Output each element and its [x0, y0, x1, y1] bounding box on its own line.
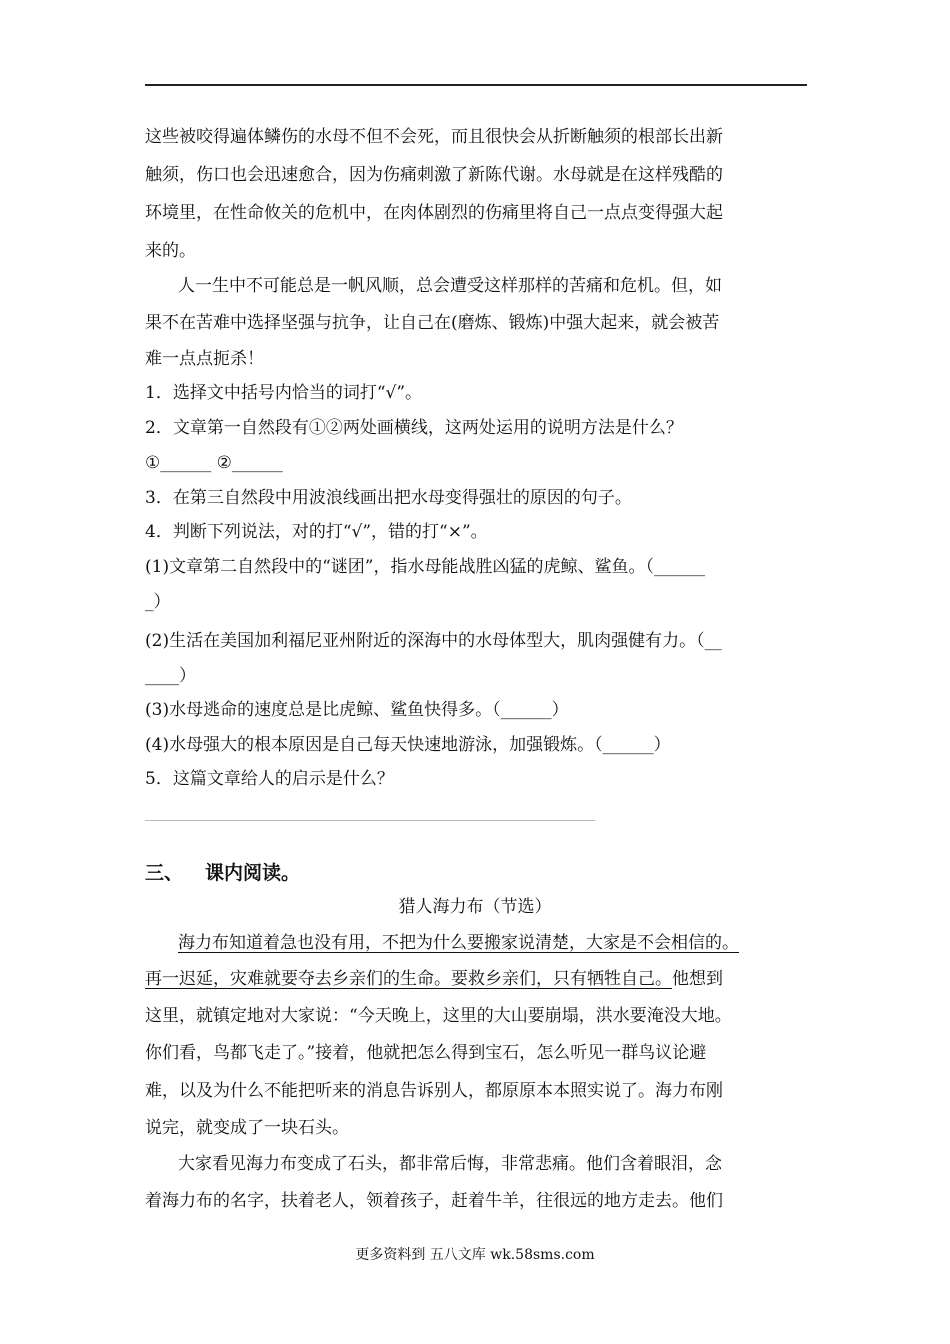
section-number: 三、: [145, 862, 184, 884]
text-line: 说完，就变成了一块石头。: [145, 1118, 349, 1138]
underlined-sentence: 再一迟延，灾难就要夺去乡亲们的生命。要救乡亲们，只有牺牲自己。: [145, 969, 672, 989]
passage-line: 难一点点扼杀！: [145, 349, 264, 369]
question-4-item-2-cont: ____）: [145, 666, 196, 686]
text-title: 猎人海力布（节选）: [398, 897, 552, 917]
text-line: 难，以及为什么不能把听来的消息告诉别人，都原原本本照实说了。海力布刚: [145, 1081, 723, 1101]
question-4-item-3: (3)水母逃命的速度总是比虎鲸、鲨鱼快得多。（______）: [145, 700, 569, 720]
question-2-blanks: ①______ ②______: [145, 453, 283, 473]
passage-line: 果不在苦难中选择坚强与抗争，让自己在(磨炼、锻炼)中强大起来，就会被苦: [145, 313, 720, 333]
question-4-item-4: (4)水母强大的根本原因是自己每天快速地游泳，加强锻炼。（______）: [145, 735, 671, 755]
passage-line: 人一生中不可能总是一帆风顺，总会遭受这样那样的苦痛和危机。但，如: [178, 276, 722, 296]
passage-line: 这些被咬得遍体鳞伤的水母不但不会死，而且很快会从折断触须的根部长出新: [145, 127, 723, 147]
question-4: 4．判断下列说法，对的打“√”，错的打“×”。: [145, 522, 488, 542]
text-line: [145, 968, 723, 990]
question-2: 2．文章第一自然段有①②两处画横线，这两处运用的说明方法是什么？: [145, 418, 683, 438]
question-4-item-1: (1)文章第二自然段中的“谜团”，指水母能战胜凶猛的虎鲸、鲨鱼。（______: [145, 557, 705, 577]
text-fragment: 他想到: [672, 969, 723, 989]
question-5: 5．这篇文章给人的启示是什么？: [145, 769, 394, 789]
header-rule: [145, 84, 807, 86]
text-line: 你们看，鸟都飞走了。”接着，他就把怎么得到宝石，怎么听见一群鸟议论避: [145, 1043, 707, 1063]
page-footer: 更多资料到 五八文库 wk.58sms.com: [355, 1247, 595, 1263]
question-4-item-2: (2)生活在美国加利福尼亚州附近的深海中的水母体型大，肌肉强健有力。（__: [145, 631, 722, 651]
answer-line: [145, 820, 595, 821]
section-heading: [145, 858, 300, 885]
passage-line: 触须，伤口也会迅速愈合，因为伤痛刺激了新陈代谢。水母就是在这样残酷的: [145, 165, 723, 185]
question-3: 3．在第三自然段中用波浪线画出把水母变得强壮的原因的句子。: [145, 488, 632, 508]
text-line: 着海力布的名字，扶着老人，领着孩子，赶着牛羊，往很远的地方走去。他们: [145, 1191, 723, 1211]
text-line: 大家看见海力布变成了石头，都非常后悔，非常悲痛。他们含着眼泪，念: [178, 1154, 722, 1174]
question-1: 1．选择文中括号内恰当的词打“√”。: [145, 383, 423, 403]
underlined-sentence: 海力布知道着急也没有用，不把为什么要搬家说清楚，大家是不会相信的。: [178, 933, 739, 953]
question-4-item-1-cont: _）: [145, 592, 171, 612]
text-line: 这里，就镇定地对大家说：“今天晚上，这里的大山要崩塌，洪水要淹没大地。: [145, 1006, 732, 1026]
section-title: 课内阅读。: [205, 862, 301, 884]
passage-line: 来的。: [145, 241, 196, 261]
passage-line: 环境里，在性命攸关的危机中，在肉体剧烈的伤痛里将自己一点点变得强大起: [145, 203, 723, 223]
